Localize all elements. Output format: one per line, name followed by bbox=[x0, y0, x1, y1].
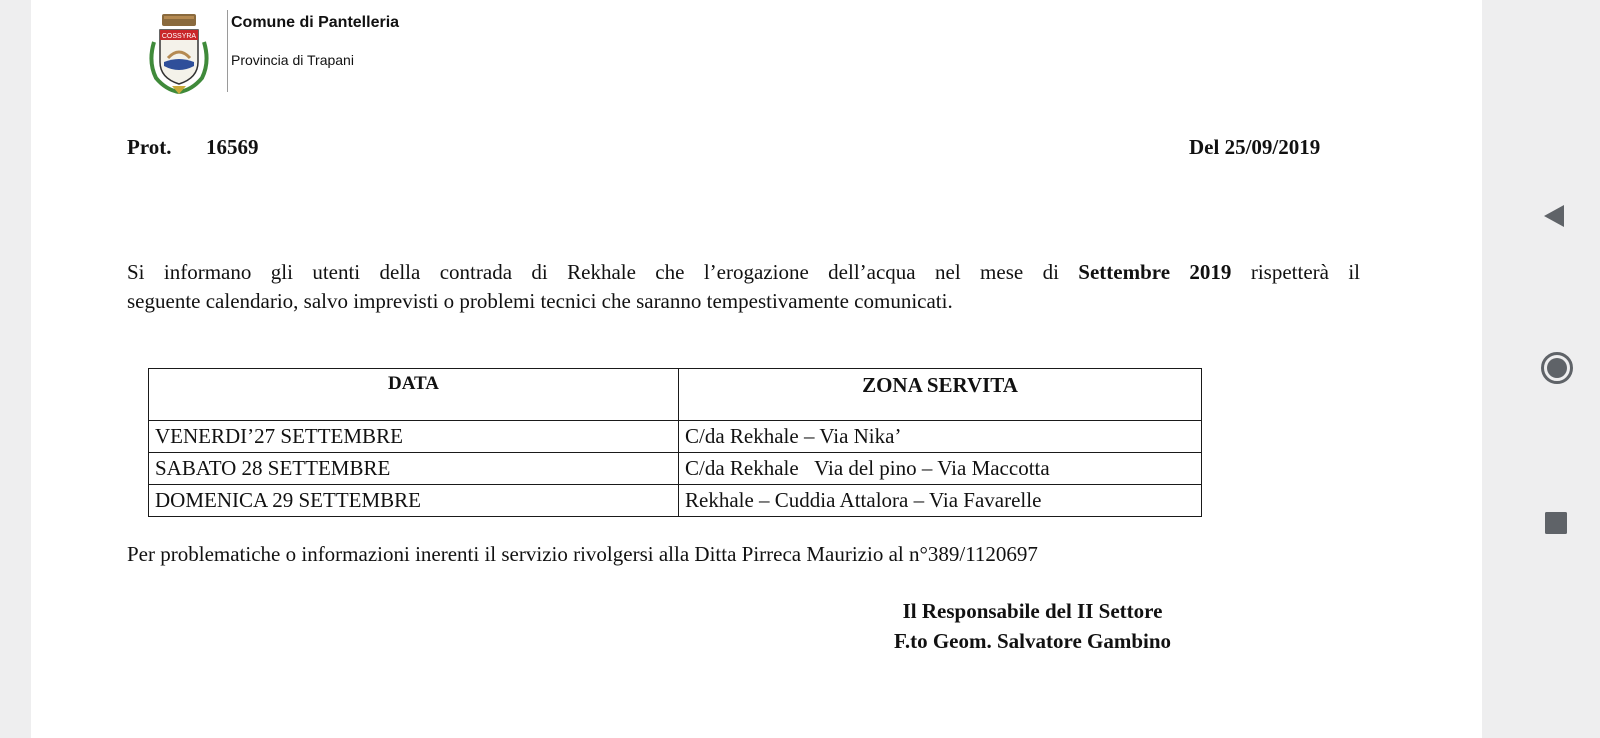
cell-date: VENERDI’27 SETTEMBRE bbox=[149, 421, 679, 453]
column-header-zona: ZONA SERVITA bbox=[679, 369, 1202, 421]
cell-date: DOMENICA 29 SETTEMBRE bbox=[149, 485, 679, 517]
header-divider bbox=[227, 10, 228, 92]
back-icon[interactable] bbox=[1543, 204, 1565, 228]
cell-zone: C/da Rekhale – Via Nika’ bbox=[679, 421, 1202, 453]
home-icon[interactable] bbox=[1540, 351, 1574, 385]
recent-apps-icon[interactable] bbox=[1545, 512, 1567, 534]
intro-line-2: seguente calendario, salvo imprevisti o problemi tecnici che saranno tempestivamente comunicati. bbox=[127, 289, 953, 313]
crest-label: COSSYRA bbox=[161, 33, 197, 40]
column-header-data: DATA bbox=[149, 369, 679, 421]
document-date: Del 25/09/2019 bbox=[1189, 135, 1321, 159]
signature-title: Il Responsabile del II Settore bbox=[902, 599, 1163, 623]
contact-note: Per problematiche o informazioni inerenti il servizio rivolgersi alla Ditta Pirreca Maurizio al n°389/1120697 bbox=[127, 542, 1038, 566]
table-header-row bbox=[149, 369, 1202, 421]
signature-block bbox=[860, 596, 1205, 656]
organization-province: Provincia di Trapani bbox=[231, 52, 354, 68]
intro-text-1: Si informano gli utenti della contrada di Rekhale che l’erogazione dell’acqua nel mese di bbox=[127, 260, 1079, 284]
table-row bbox=[149, 421, 1202, 453]
intro-highlight: Settembre 2019 bbox=[1078, 260, 1232, 284]
intro-line-1 bbox=[127, 258, 1360, 287]
protocol-label: Prot. bbox=[127, 135, 172, 159]
signature-name: F.to Geom. Salvatore Gambino bbox=[893, 629, 1172, 653]
cell-date: SABATO 28 SETTEMBRE bbox=[149, 453, 679, 485]
schedule-table bbox=[148, 368, 1202, 517]
intro-paragraph bbox=[127, 258, 1360, 316]
cell-zone: Rekhale – Cuddia Attalora – Via Favarelle bbox=[679, 485, 1202, 517]
table-row bbox=[149, 485, 1202, 517]
organization-name: Comune di Pantelleria bbox=[231, 14, 400, 31]
intro-text-2: rispetterà il bbox=[1231, 260, 1361, 284]
table-row bbox=[149, 453, 1202, 485]
cell-zone: C/da Rekhale Via del pino – Via Maccotta bbox=[679, 453, 1202, 485]
protocol-number: 16569 bbox=[206, 135, 259, 159]
municipal-crest-icon bbox=[146, 12, 212, 94]
